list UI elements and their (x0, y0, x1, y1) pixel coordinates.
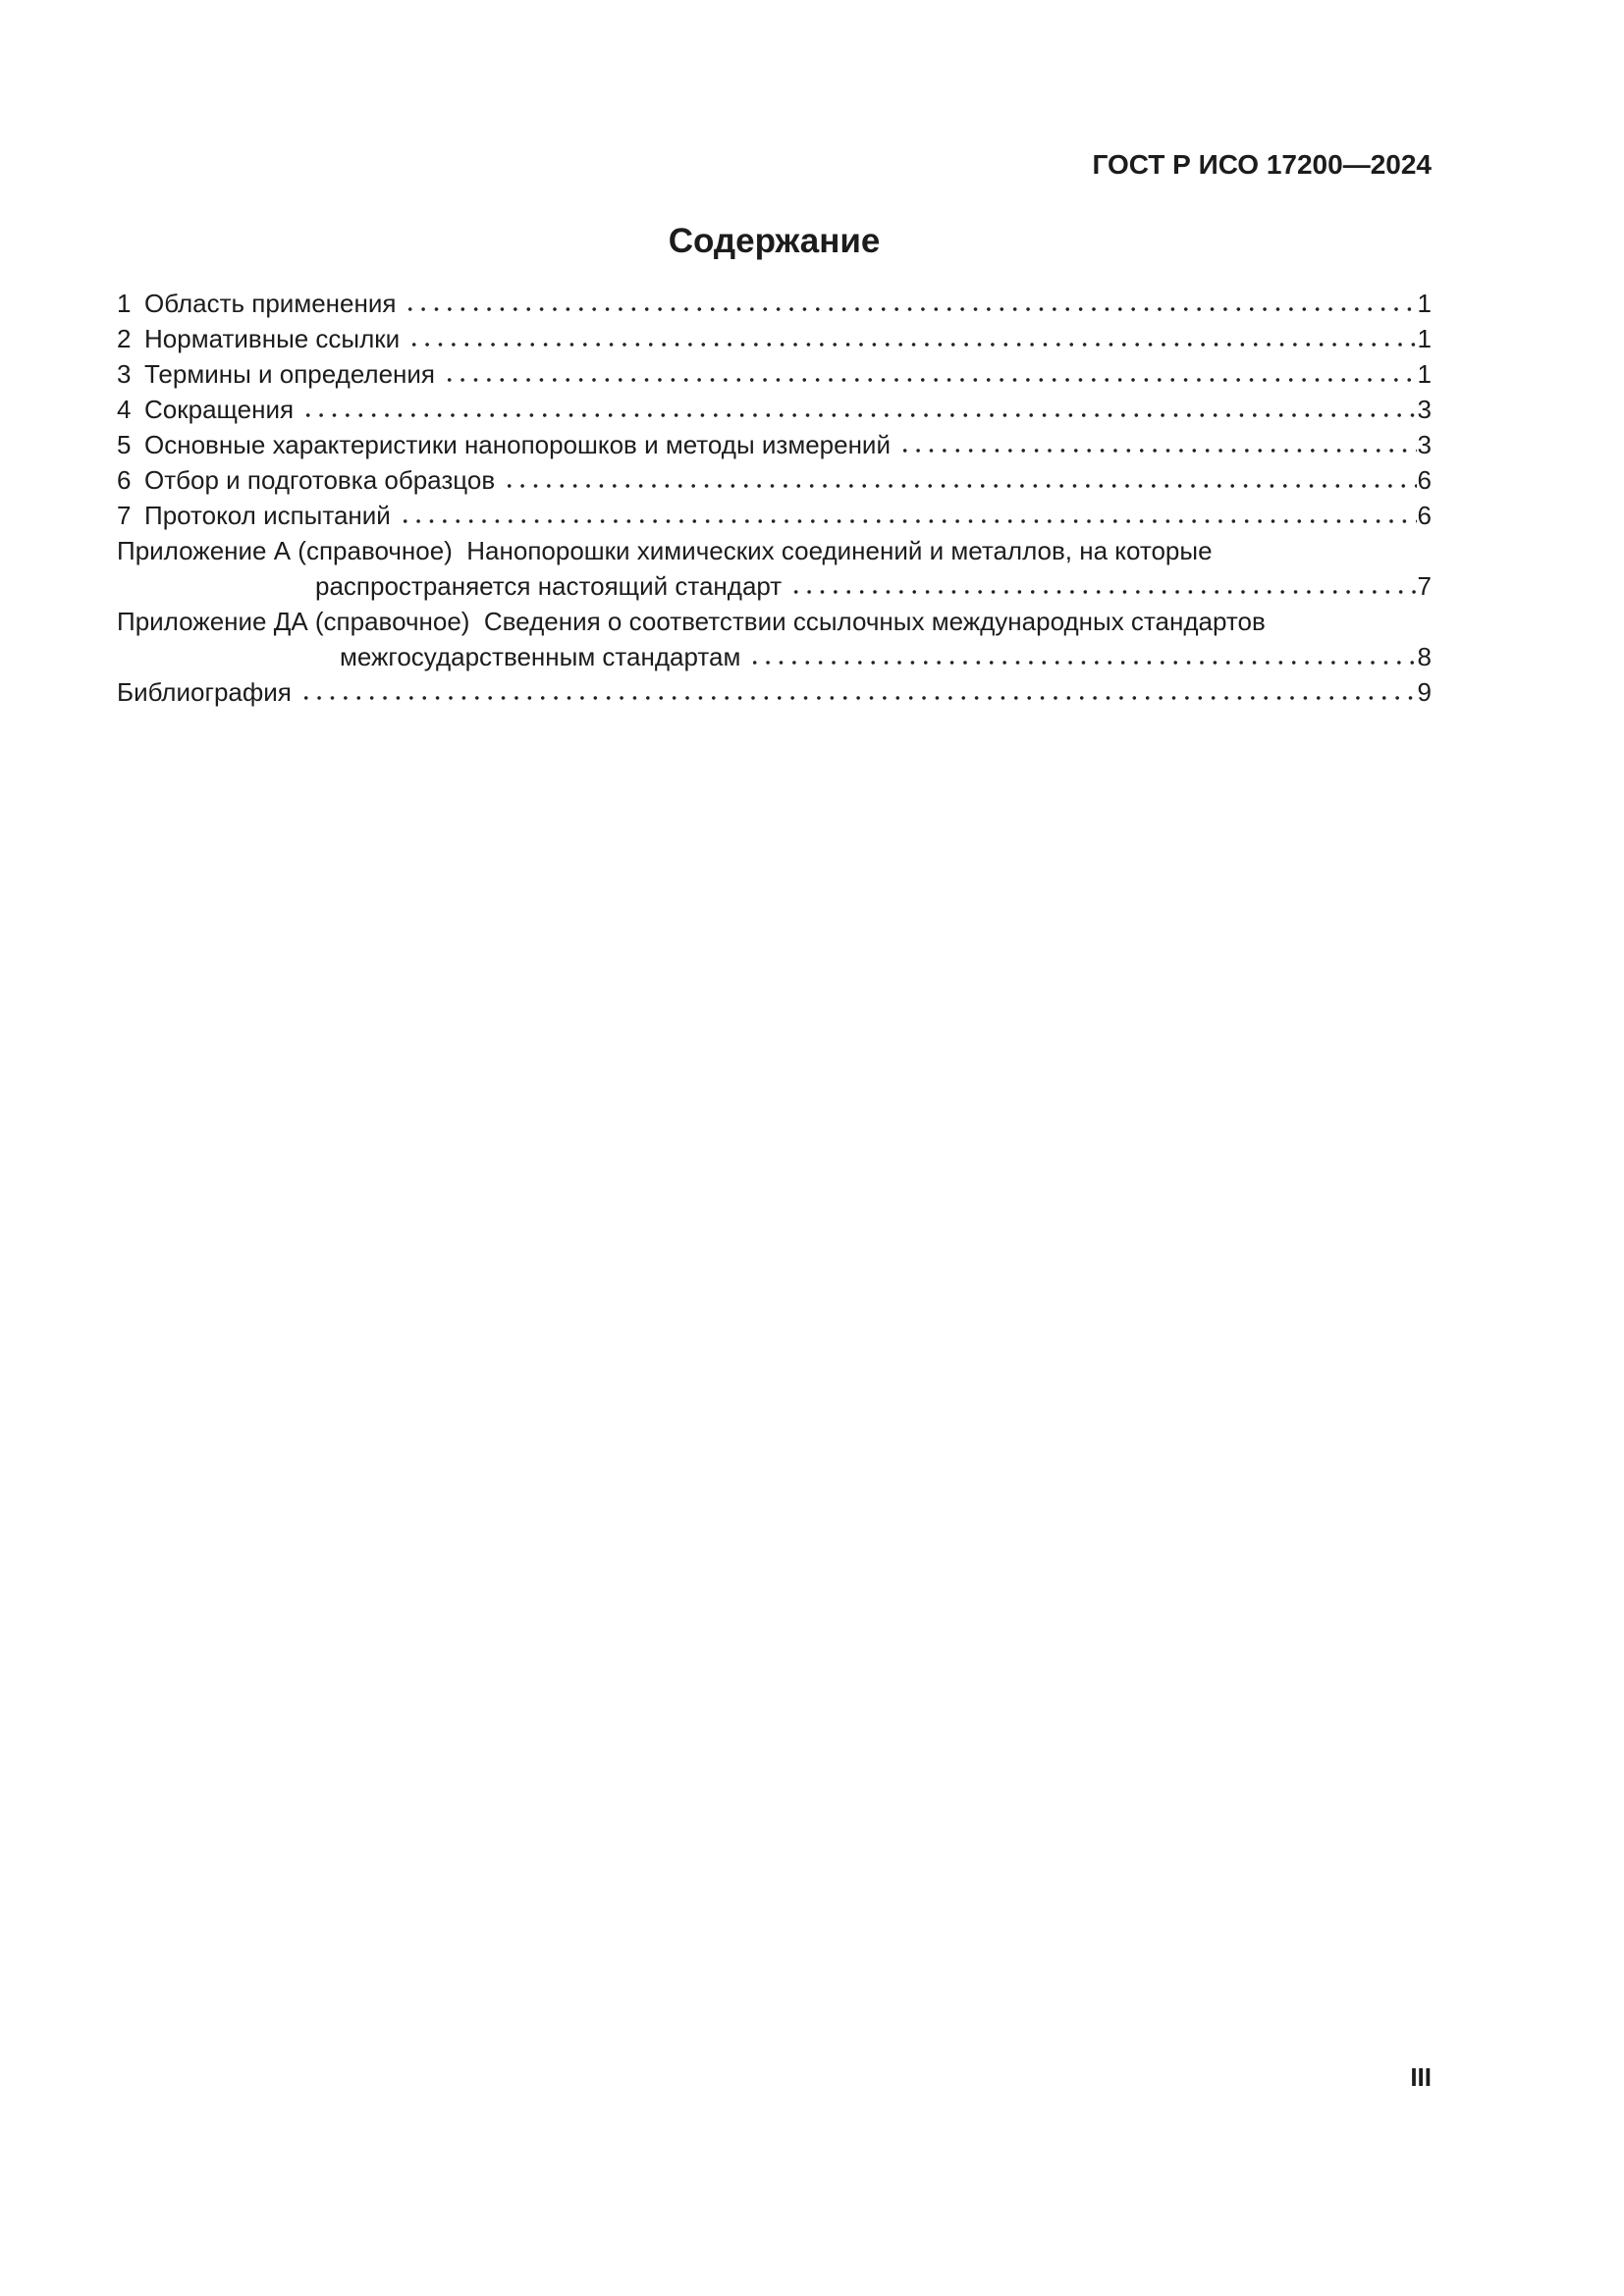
toc-item-label: распространяется настоящий стандарт (315, 571, 783, 601)
toc-item-label: Нормативные ссылки (144, 324, 401, 353)
toc-item (117, 392, 1432, 427)
toc-item-page: 1 (1417, 359, 1432, 389)
page-title: Содержание (668, 222, 881, 260)
toc-appendix-da-line1 (117, 604, 1432, 639)
toc-item-page: 1 (1417, 289, 1432, 318)
toc-item-number: 7 (117, 501, 132, 530)
toc-item-label: Отбор и подготовка образцов (144, 465, 496, 495)
toc-item-number: 2 (117, 324, 132, 353)
dot-leader (786, 589, 1416, 595)
dot-leader (405, 342, 1416, 347)
dot-leader (396, 518, 1417, 524)
toc-item-label: Сокращения (144, 395, 295, 424)
dot-leader (401, 306, 1416, 312)
toc-item-number: 5 (117, 430, 132, 459)
toc-bibliography (117, 674, 1432, 710)
toc-item-label: межгосударственным стандартам (340, 642, 741, 671)
toc-appendix-da-line2 (117, 639, 1432, 674)
toc-item-number: 6 (117, 465, 132, 495)
toc-item-page: 8 (1417, 642, 1432, 671)
toc-item (117, 462, 1432, 498)
toc-item (117, 498, 1432, 533)
dot-leader (895, 448, 1417, 454)
dot-leader (440, 377, 1417, 383)
table-of-contents (117, 286, 1432, 710)
dot-leader (298, 412, 1416, 418)
dot-leader (297, 695, 1417, 701)
toc-item (117, 356, 1432, 392)
toc-item-page: 7 (1417, 571, 1432, 601)
toc-item-label: Библиография (117, 677, 292, 707)
toc-item-label: Протокол испытаний (144, 501, 391, 530)
toc-item-number: 3 (117, 359, 132, 389)
toc-appendix-a-line1 (117, 533, 1432, 568)
dot-leader (500, 483, 1416, 489)
toc-item-page: 1 (1417, 324, 1432, 353)
toc-item-label: Область применения (144, 289, 397, 318)
toc-item-page: 6 (1417, 465, 1432, 495)
toc-item (117, 286, 1432, 321)
footer-page-number: III (1410, 2062, 1432, 2092)
toc-item-label: Основные характеристики нанопорошков и методы измерений (144, 430, 891, 459)
toc-appendix-a-line2 (117, 568, 1432, 604)
toc-item (117, 321, 1432, 356)
dot-leader (745, 660, 1416, 666)
toc-item-page: 9 (1417, 677, 1432, 707)
toc-item-page: 3 (1417, 430, 1432, 459)
document-code-header: ГОСТ Р ИСО 17200—2024 (1092, 149, 1432, 180)
toc-item-page: 6 (1417, 501, 1432, 530)
toc-item-label: Приложение А (справочное) Нанопорошки химических соединений и металлов, на которые (117, 536, 1213, 565)
toc-item-page: 3 (1417, 395, 1432, 424)
toc-item (117, 427, 1432, 462)
toc-item-number: 1 (117, 289, 132, 318)
toc-item-number: 4 (117, 395, 132, 424)
toc-item-label: Термины и определения (144, 359, 436, 389)
toc-item-label: Приложение ДА (справочное) Сведения о соответствии ссылочных международных стандартов (117, 607, 1266, 636)
